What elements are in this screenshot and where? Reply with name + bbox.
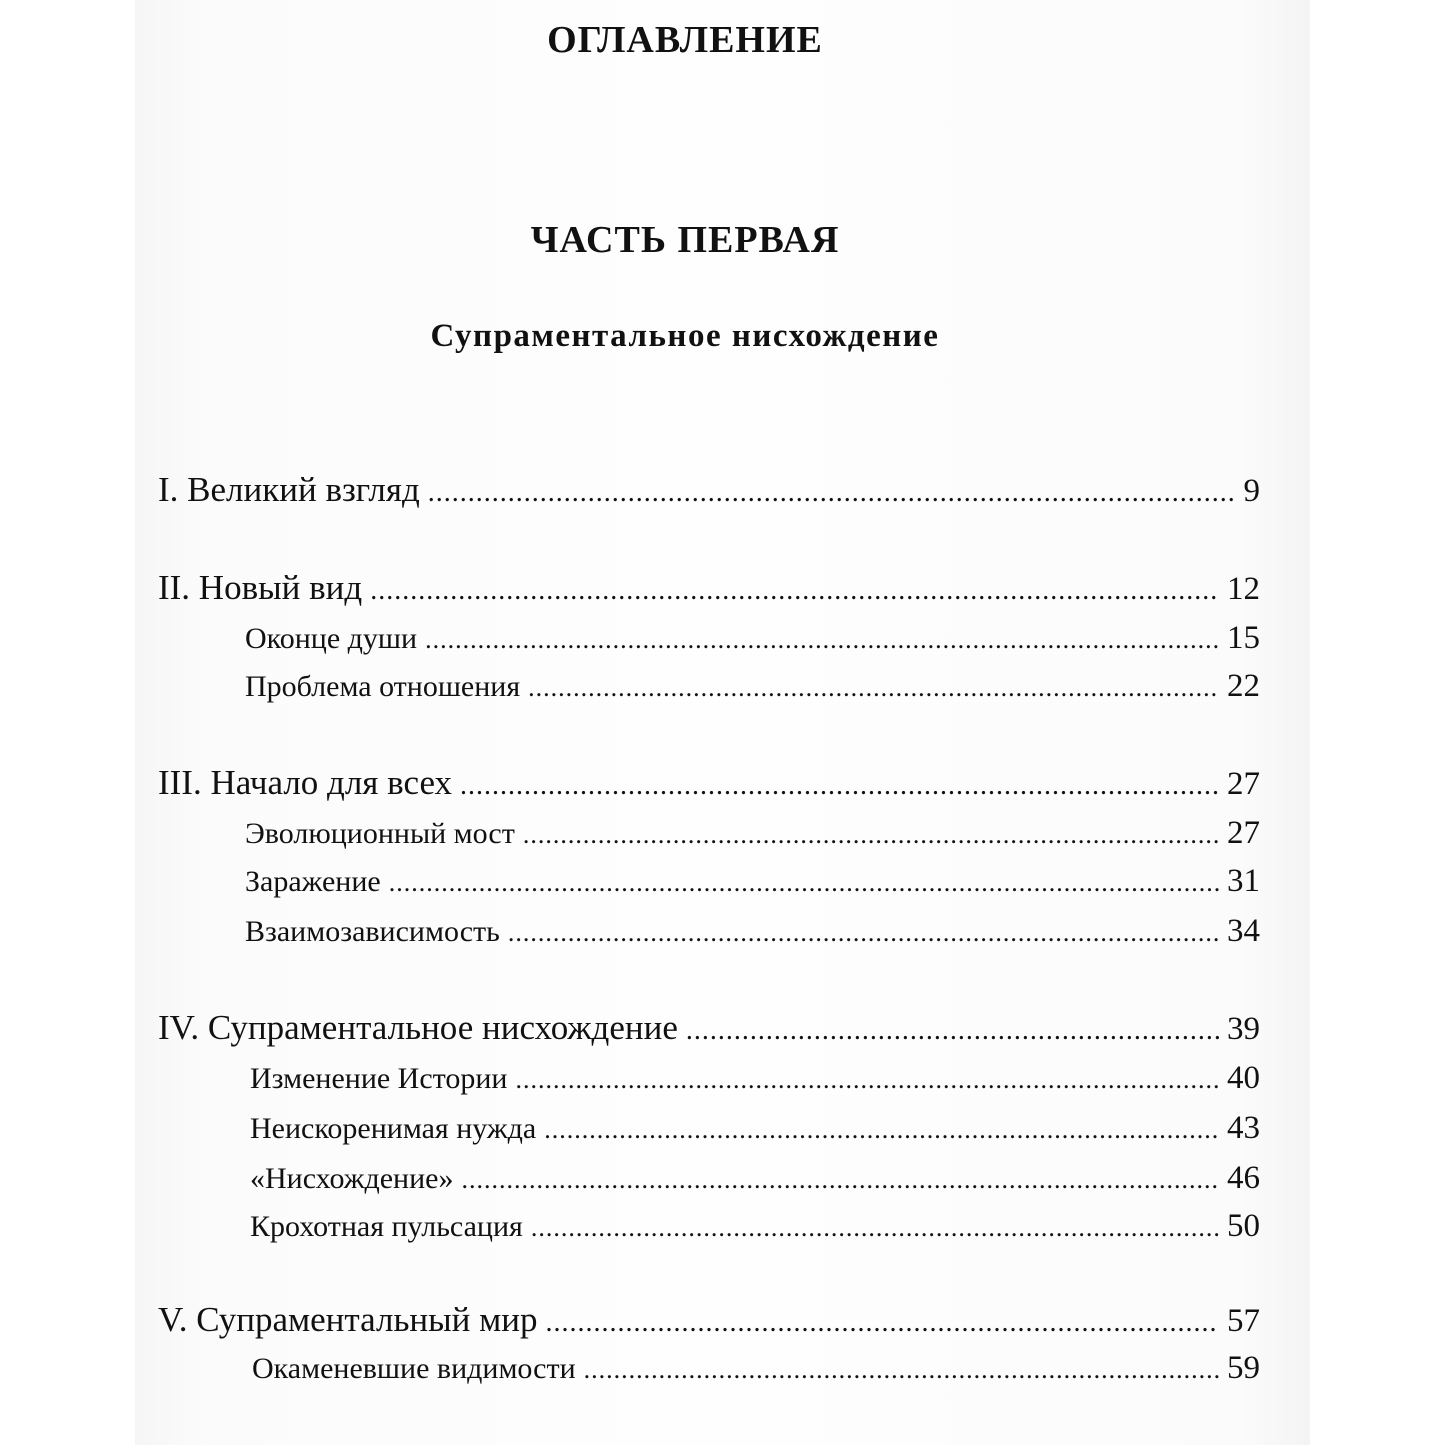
toc-entry-chapter-5 <box>158 1300 1260 1340</box>
toc-entry-title: V. Супраментальный мир <box>158 1300 538 1339</box>
toc-entry-title: III. Начало для всех <box>158 763 453 802</box>
dot-leader <box>389 868 1219 898</box>
toc-entry-title: «Нисхождение» <box>250 1162 454 1195</box>
toc-entry-title: Неискоренимая нужда <box>250 1112 537 1145</box>
toc-entry-page: 40 <box>1227 1060 1260 1096</box>
toc-entry-page: 39 <box>1227 1011 1260 1047</box>
page-right-margin <box>1310 0 1445 1445</box>
toc-entry-section <box>245 815 1260 852</box>
toc-entry-section <box>250 1110 1260 1147</box>
toc-entry-title: Изменение Истории <box>250 1062 508 1095</box>
dot-leader <box>428 477 1236 509</box>
dot-leader <box>544 1115 1219 1145</box>
toc-entry-page: 59 <box>1227 1350 1260 1386</box>
toc-entry-title: Оконце души <box>245 622 418 655</box>
toc-entry-title: Взаимозависимость <box>245 915 500 948</box>
toc-entry-page: 27 <box>1227 815 1260 851</box>
toc-entry-section <box>250 1160 1260 1197</box>
toc-entry-section <box>245 863 1260 900</box>
toc-entry-chapter-3 <box>158 763 1260 803</box>
toc-entry-section <box>250 1060 1260 1097</box>
dot-leader <box>460 770 1219 802</box>
toc-entry-page: 43 <box>1227 1110 1260 1146</box>
toc-entry-section <box>250 1208 1260 1245</box>
toc-entry-page: 46 <box>1227 1160 1260 1196</box>
toc-title: ОГЛАВЛЕНИЕ <box>547 19 823 61</box>
dot-leader <box>584 1355 1219 1385</box>
toc-entry-page: 57 <box>1227 1303 1260 1339</box>
toc-entry-section <box>245 668 1260 705</box>
page-gutter <box>0 0 135 1445</box>
toc-entry-page: 50 <box>1227 1208 1260 1244</box>
toc-entry-page: 34 <box>1227 913 1260 949</box>
toc-entry-page: 9 <box>1243 473 1260 509</box>
dot-leader <box>370 575 1219 607</box>
toc-entry-title: II. Новый вид <box>158 568 363 607</box>
toc-entry-section <box>252 1350 1260 1387</box>
dot-leader <box>546 1307 1219 1339</box>
dot-leader <box>425 625 1219 655</box>
dot-leader <box>461 1165 1219 1195</box>
toc-entry-section <box>245 620 1260 657</box>
dot-leader <box>523 820 1219 850</box>
toc-entry-page: 15 <box>1227 620 1260 656</box>
toc-entry-title: Заражение <box>245 865 381 898</box>
toc-entry-page: 27 <box>1227 766 1260 802</box>
dot-leader <box>531 1213 1219 1243</box>
part-title: ЧАСТЬ ПЕРВАЯ <box>530 219 840 261</box>
dot-leader <box>686 1015 1219 1047</box>
toc-entry-title: Окаменевшие видимости <box>252 1352 576 1385</box>
toc-entry-section <box>245 913 1260 950</box>
toc-entry-title: Проблема отношения <box>245 670 521 703</box>
part-subtitle: Супраментальное нисхождение <box>430 318 940 354</box>
toc-entry-title: Эволюционный мост <box>245 817 515 850</box>
dot-leader <box>528 673 1219 703</box>
toc-entry-page: 12 <box>1227 571 1260 607</box>
dot-leader <box>508 918 1219 948</box>
toc-entry-chapter-1 <box>158 470 1260 510</box>
toc-entry-title: Крохотная пульсация <box>250 1210 523 1243</box>
toc-entry-chapter-2 <box>158 568 1260 608</box>
toc-entry-title: I. Великий взгляд <box>158 470 420 509</box>
toc-entry-title: IV. Супраментальное нисхождение <box>158 1008 678 1047</box>
toc-entry-page: 31 <box>1227 863 1260 899</box>
toc-entry-page: 22 <box>1227 668 1260 704</box>
toc-entry-chapter-4 <box>158 1008 1260 1048</box>
dot-leader <box>516 1065 1220 1095</box>
